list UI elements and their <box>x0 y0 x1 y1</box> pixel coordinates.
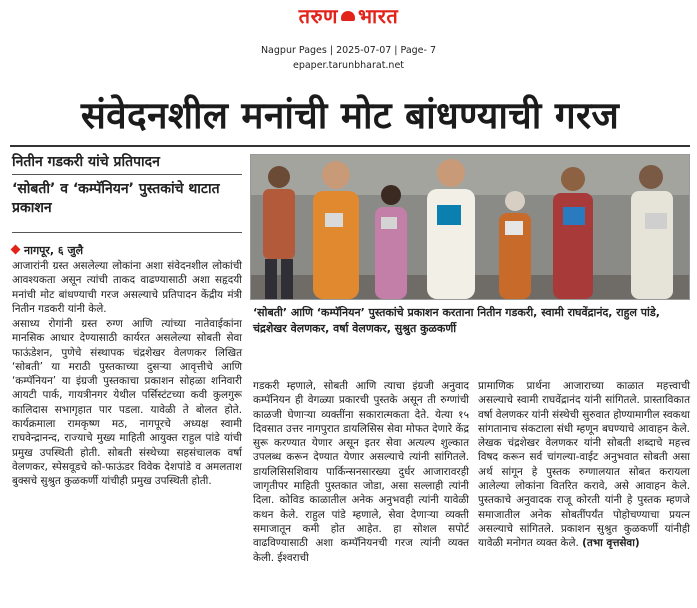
dateline <box>12 244 83 258</box>
article-paragraph-3: गडकरी म्हणाले, सोबती आणि त्याचा इंग्रजी अनुवाद कम्पॅनियन ही वेगळ्या प्रकारची पुस्तके असून ती रुग्णांची काळजी घेणाऱ्या व्यक्तींना सकारात्मकता देते. येत्या १५ दिवसात उत्तर नागपुरात डायलिसिस सेवा मोफत देणारे केंद्र सुरू करण्यात येणार असून इतर सेवा अत्यल्प शुल्कात उपलब्ध करून देण्यात येणार असल्याचे त्यांनी सांगितले. डायलिसिसशिवाय पार्किन्सनसारख्या दुर्धर आजारावरही जागृतीपर माहिती पुस्तकात जोडा, असा सल्लाही त्यांनी दिला. कोविड काळातील अनेक अनुभवही त्यांनी यावेळी कथन केले. राहुल पांडे म्हणाले, सेवा देणाऱ्या व्यक्ती समाजातून कमी होत आहेत. हा सोशल सपोर्ट वाढविण्यासाठी अशा कम्पॅनियनची गरज त्यांनी व्यक्त केली. ईश्वराची <box>253 380 469 564</box>
masthead <box>0 0 697 84</box>
article-column-3 <box>478 379 690 551</box>
logo-text-part2: भारत <box>358 4 399 28</box>
article-subheading: नितीन गडकरी यांचे प्रतिपादन <box>12 154 160 170</box>
dateline-text: नागपूर, ६ जुलै <box>24 244 84 257</box>
article-paragraph-1: आजारांनी ग्रस्त असलेल्या लोकांना अशा संवेदनशील लोकांची आवश्यकता असून त्यांची ताकद वाढण्यासाठी अशा सहृदयी मनांची मोट बांधण्याची गरज असल्याचे प्रतिपादन केंद्रीय मंत्री नितीन गडकरी यांनी केले. <box>12 260 242 315</box>
subheading-divider <box>12 174 242 175</box>
lamp-icon <box>341 11 355 21</box>
news-credit: (तभा वृत्तसेवा) <box>582 537 640 550</box>
logo-text-part1: तरुण <box>298 4 338 28</box>
article-paragraph-4: प्रामाणिक प्रार्थना आजाराच्या काळात महत्त्वाची असल्याचे स्वामी राघवेंद्रानंद यांनी सांगितले. प्रास्ताविकात वर्षा वेलणकर यांनी संस्थेची सुरुवात होण्यामागील स्वकथा सांगतानाच संकटाला संधी म्हणून बघण्याचे आवाहन केले. लेखक चंद्रशेखर वेलणकर यांनी सोबती शब्दाचे महत्त्व विषद करून सर्व चांगल्या-वाईट अनुभवात सोबती असा अर्थ सांगून हे पुस्तक रुग्णालयात सोबत करायला आलेल्या लोकांना वितरित करावे, असे आवाहन केले. पुस्तकाचे अनुवादक राजू कोरती यांनी हे पुस्तक म्हणजे समाजातील अनेक सोबतींपर्यंत पोहोचण्याचा प्रयत्न असल्याचे सांगितले. प्रकाशन सुश्रुत कुळकर्णी यांनीही यावेळी मनोगत व्यक्त केले. <box>478 380 690 550</box>
epaper-url[interactable]: epaper.tarunbharat.net <box>292 60 405 71</box>
event-photo <box>250 154 690 300</box>
article-paragraph-2: असाध्य रोगांनी ग्रस्त रुग्ण आणि त्यांच्या नातेवाईकांना मानसिक आधार देण्यासाठी कार्यरत असलेल्या सोबती सेवा फाऊंडेशन, पुणेचे संस्थापक चंद्रशेखर वेलणकर लिखित ‘सोबती’ या मराठी पुस्तकाच्या दुसऱ्या आवृत्तीचे आणि ‘कम्पॅनियन’ या इंग्रजी पुस्तकाचा प्रकाशन सोहळा शनिवारी आयटी पार्क, गायत्रीनगर येथील पर्सिस्टंटच्या कवी कुलगुरू कालिदास सभागृहात पार पडला. यावेळी ते बोलत होते. कार्यक्रमाला रामकृष्ण मठ, नागपूरचे अध्यक्ष स्वामी राघवेन्द्रानन्द, राज्याचे मुख्य माहिती आयुक्त राहुल पांडे यांची प्रमुख उपस्थिती होती. सोबती संस्थेच्या सहसंचालक वर्षा वेलणकर, स्पेसवूडचे को-फाऊंडर विवेक देशपांडे व अमलताश बुक्सचे सुश्रुत कुळकर्णी यांचीही प्रमुख उपस्थिती होती. <box>12 318 242 488</box>
diamond-bullet-icon <box>11 245 21 255</box>
newspaper-logo[interactable] <box>0 4 697 28</box>
headline-divider <box>10 145 690 147</box>
edition-info: Nagpur Pages | 2025-07-07 | Page- 7 <box>260 45 437 56</box>
photo-caption: ‘सोबती’ आणि ‘कम्पॅनियन’ पुस्तकांचे प्रकाशन करताना नितीन गडकरी, स्वामी राघवेंद्रानंद, राहुल पांडे, चंद्रशेखर वेलणकर, वर्षा वेलणकर, सुश्रुत कुळकर्णी <box>253 306 660 335</box>
article-headline: संवेदनशील मनांची मोट बांधण्याची गरज <box>80 93 620 137</box>
article-subheading-2: ‘सोबती’ व ‘कम्पॅनियन’ पुस्तकांचे थाटात प्रकाशन <box>12 181 220 216</box>
subheading-divider-2 <box>12 232 242 233</box>
event-photo-illustration <box>251 155 690 300</box>
